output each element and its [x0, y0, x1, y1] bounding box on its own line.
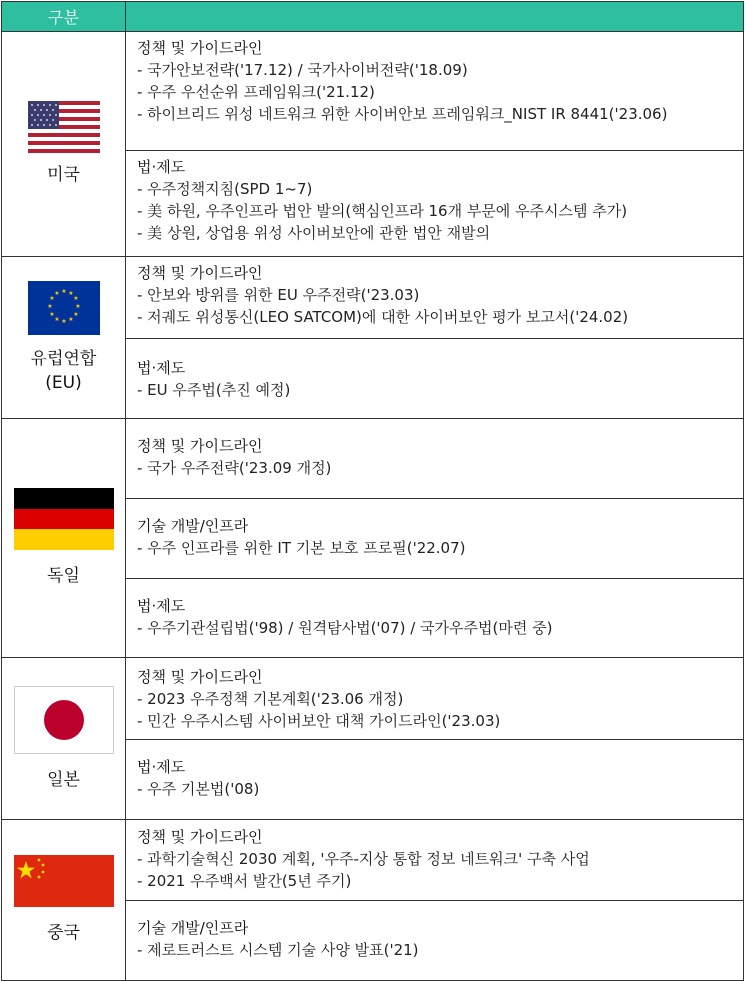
svg-text:★: ★: [74, 302, 81, 310]
svg-text:★: ★: [67, 289, 74, 297]
list-item: - 우주정책지침(SPD 1~7): [137, 180, 313, 198]
section-heading: 법·제도: [137, 758, 186, 776]
section-heading: 정책 및 가이드라인: [137, 828, 263, 846]
section-heading: 정책 및 가이드라인: [137, 668, 263, 686]
section-heading: 법·제도: [137, 359, 186, 377]
section-cell: [126, 32, 744, 151]
section-cell: [126, 257, 744, 339]
section-cell: [126, 740, 744, 820]
policy-table: [1, 1, 744, 981]
section-heading: 기술 개발/인프라: [137, 919, 249, 937]
section-cell: [126, 579, 744, 658]
section-heading: 기술 개발/인프라: [137, 517, 249, 535]
list-item: - 하이브리드 위성 네트워크 위한 사이버안보 프레임워크_NIST IR 8441('23.06): [137, 105, 668, 123]
list-item: - 美 상원, 상업용 위성 사이버보안에 관한 법안 재발의: [137, 224, 491, 242]
section-cell: [126, 901, 744, 981]
svg-text:★: ★: [53, 315, 60, 323]
list-item: - 우주기관설립법('98) / 원격탐사법('07) / 국가우주법(마련 중): [137, 619, 553, 637]
section-cell: [126, 658, 744, 740]
header-content: [126, 2, 744, 32]
country-name: 일본: [47, 769, 80, 790]
china-flag-icon: [14, 855, 114, 907]
section-heading: 정책 및 가이드라인: [137, 264, 263, 282]
list-item: - 우주 우선순위 프레임워크('21.12): [137, 83, 375, 101]
svg-text:★: ★: [48, 294, 55, 302]
list-item: - 안보와 방위를 위한 EU 우주전략('23.03): [137, 286, 420, 304]
list-item: - 제로트러스트 시스템 기술 사양 발표('21): [137, 941, 419, 959]
country-cell-us: [2, 32, 126, 257]
country-name: 독일: [47, 566, 80, 586]
list-item: - 국가안보전략('17.12) / 국가사이버전략('18.09): [137, 61, 468, 79]
section-heading: 정책 및 가이드라인: [137, 437, 263, 455]
list-item: - 2021 우주백서 발간(5년 주기): [137, 872, 352, 890]
table-row: [2, 820, 744, 901]
list-item: - 2023 우주정책 기본계획('23.06 개정): [137, 690, 404, 708]
section-cell: [126, 499, 744, 579]
list-item: - 美 하원, 우주인프라 법안 발의(핵심인프라 16개 부문에 우주시스템 추가): [137, 202, 628, 220]
list-item: - 우주 기본법('08): [137, 780, 260, 798]
svg-text:★: ★: [72, 294, 79, 302]
us-flag-icon: [28, 101, 100, 153]
list-item: - 저궤도 위성통신(LEO SATCOM)에 대한 사이버보안 평가 보고서('24.02): [137, 308, 629, 326]
country-cell-eu: [2, 257, 126, 419]
table-row: [2, 32, 744, 151]
country-cell-japan: [2, 658, 126, 820]
svg-text:★: ★: [72, 310, 79, 318]
country-cell-china: [2, 820, 126, 981]
section-cell: [126, 820, 744, 901]
table-header-row: [2, 2, 744, 32]
svg-text:★: ★: [60, 287, 67, 295]
svg-text:★: ★: [48, 310, 55, 318]
table-row: [2, 419, 744, 499]
section-heading: 법·제도: [137, 597, 186, 615]
svg-text:★: ★: [53, 289, 60, 297]
section-cell: [126, 339, 744, 419]
table-row: [2, 658, 744, 740]
table-row: [2, 257, 744, 339]
country-name: 미국: [47, 165, 80, 185]
country-name: 유럽연합: [30, 348, 97, 369]
svg-text:★: ★: [46, 302, 53, 310]
section-cell: [126, 419, 744, 499]
country-cell-germany: [2, 419, 126, 658]
list-item: - EU 우주법(추진 예정): [137, 381, 291, 399]
svg-text:★: ★: [67, 315, 74, 323]
country-name: 중국: [47, 923, 80, 943]
list-item: - 과학기술혁신 2030 계획, '우주-지상 통합 정보 네트워크' 구축 사업: [137, 850, 590, 868]
list-item: - 민간 우주시스템 사이버보안 대책 가이드라인('23.03): [137, 712, 501, 730]
eu-flag-icon: [28, 281, 100, 335]
list-item: - 국가 우주전략('23.09 개정): [137, 459, 332, 477]
header-category: 구분: [2, 2, 126, 32]
svg-text:★: ★: [60, 317, 67, 325]
japan-flag-icon: [14, 686, 114, 754]
section-heading: 법·제도: [137, 158, 186, 176]
germany-flag-icon: [14, 488, 114, 550]
country-name-sub: (EU): [45, 372, 82, 393]
section-cell: [126, 151, 744, 257]
list-item: - 우주 인프라를 위한 IT 기본 보호 프로필('22.07): [137, 539, 466, 557]
section-heading: 정책 및 가이드라인: [137, 39, 263, 57]
